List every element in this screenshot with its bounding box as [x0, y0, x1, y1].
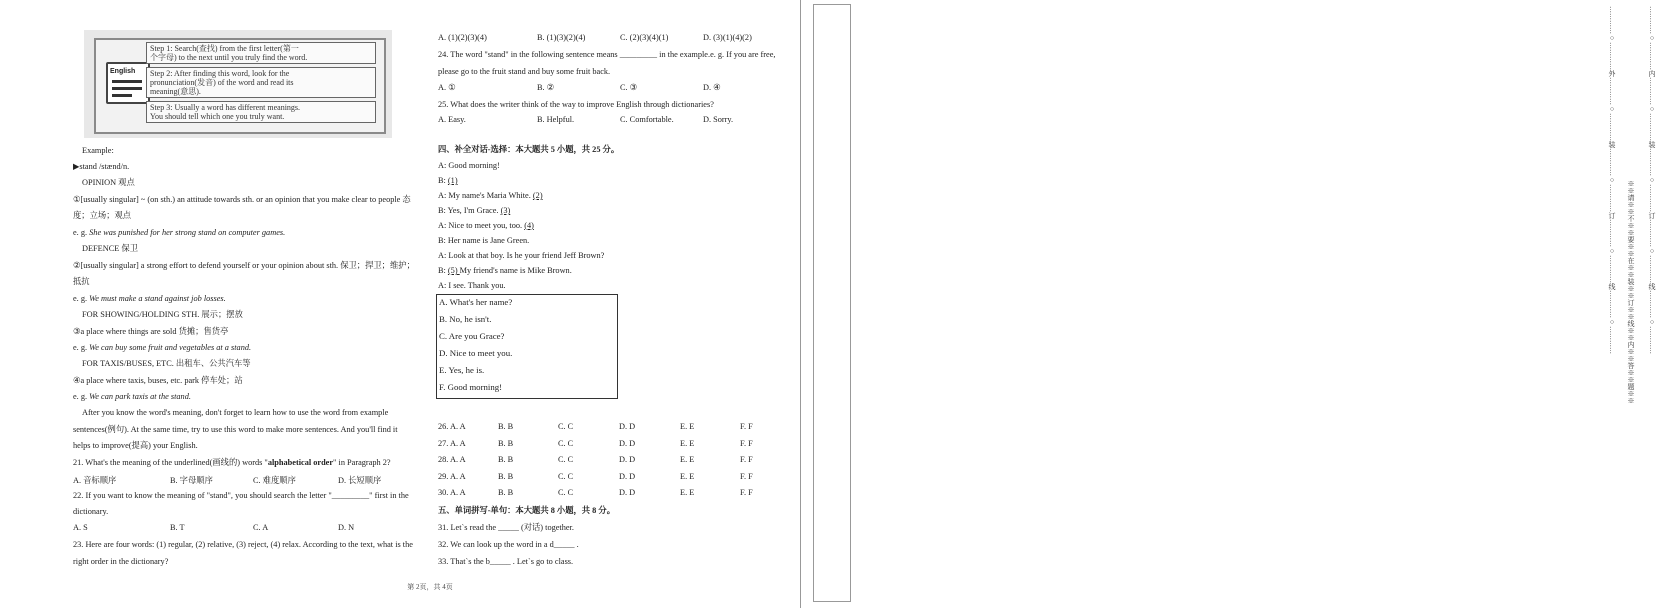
- opinion-heading: OPINION 观点: [82, 178, 135, 187]
- q24-option-d[interactable]: D. ④: [703, 83, 721, 92]
- step-1-line: Step 1: Search(查找) from the first letter(第一: [150, 44, 299, 53]
- paragraph-line: helps to improve(提高) your English.: [73, 441, 198, 450]
- q25-option-d[interactable]: D. Sorry.: [703, 115, 734, 124]
- headword: ▶stand /stænd/n.: [73, 162, 130, 171]
- book-line: [112, 80, 142, 83]
- dialogue-line: [438, 205, 510, 216]
- question-33: 33. That`s the b_____ . Let`s go to class.: [438, 557, 574, 566]
- underlined-term: alphabetical order: [267, 458, 334, 467]
- q21-option-c[interactable]: C. 难度顺序: [253, 476, 296, 485]
- question-text: " in Paragraph 2?: [333, 458, 391, 467]
- dialogue-text: My friend's name is Mike Brown.: [459, 266, 572, 275]
- q25-option-b[interactable]: B. Helpful.: [537, 115, 575, 124]
- showing-heading: FOR SHOWING/HOLDING STH. 展示；摆放: [82, 310, 243, 319]
- box-option-a: A. What's her name?: [439, 297, 513, 307]
- q23-option-b[interactable]: B. (1)(3)(2)(4): [537, 33, 586, 42]
- q23-option-c[interactable]: C. (2)(3)(4)(1): [620, 33, 669, 42]
- answer-choice[interactable]: F. F: [740, 472, 753, 481]
- example-prefix: e. g.: [73, 228, 90, 237]
- example-4: [73, 391, 191, 402]
- dialogue-text: B: Yes, I'm Grace.: [438, 206, 501, 215]
- section-4-heading: 四、补全对话-选择：本大题共 5 小题，共 25 分。: [438, 145, 620, 154]
- answer-choice[interactable]: B. B: [498, 455, 514, 464]
- blank-4[interactable]: (4): [524, 221, 534, 230]
- example-1: [73, 227, 285, 238]
- q21-option-b[interactable]: B. 字母顺序: [170, 476, 213, 485]
- dialogue-line: [438, 220, 534, 231]
- answer-choice[interactable]: F. F: [740, 439, 753, 448]
- example-sentence: She was punished for her strong stand on computer games.: [89, 228, 286, 237]
- question-24: 24. The word "stand" in the following sentence means _________ in the example.e. g. If you are free,: [438, 50, 776, 59]
- page-footer: 第 2页，共 4页: [407, 583, 453, 591]
- q24-option-a[interactable]: A. ①: [438, 83, 456, 92]
- dialogue-line: [438, 265, 572, 276]
- definition-1: ①[usually singular] ~ (on sth.) an attitude towards sth. or an opinion that you make clear to people 态: [73, 195, 411, 204]
- answer-choice[interactable]: F. F: [740, 455, 753, 464]
- question-21: [73, 457, 391, 468]
- box-option-f: F. Good morning!: [439, 382, 503, 392]
- book-icon: [106, 62, 150, 104]
- speaker: B:: [438, 266, 448, 275]
- outer-binding-line: …………○…………外…………○…………装…………○…………订…………○…………线…………○…………: [1608, 6, 1616, 354]
- answer-choice[interactable]: E. E: [680, 472, 695, 481]
- answer-choice[interactable]: 29. A. A: [438, 472, 466, 481]
- book-line: [112, 94, 132, 97]
- steps: [146, 42, 376, 126]
- answer-choice[interactable]: C. C: [558, 439, 574, 448]
- question-23-cont: right order in the dictionary?: [73, 557, 169, 566]
- answer-choice[interactable]: D. D: [619, 455, 636, 464]
- answer-choice[interactable]: E. E: [680, 488, 695, 497]
- definition-1-cont: 度；立场；观点: [73, 211, 132, 220]
- binding-warning: ※※请※※不※※要※※在※※装※※订※※线※※内※※答※※题※※: [1627, 180, 1635, 404]
- answer-choice[interactable]: C. C: [558, 455, 574, 464]
- step-1-line: 个字母) to the next until you truly find the word.: [150, 53, 308, 62]
- blank-3[interactable]: (3): [500, 206, 511, 215]
- q23-option-d[interactable]: D. (3)(1)(4)(2): [703, 33, 752, 42]
- step-3: [146, 101, 376, 123]
- step-2-line: Step 2: After finding this word, look for the: [150, 69, 290, 78]
- question-32: 32. We can look up the word in a d_____ .: [438, 540, 579, 549]
- dialogue-line: B: Her name is Jane Green.: [438, 236, 530, 245]
- answer-choice[interactable]: E. E: [680, 422, 695, 431]
- binding-strip: [800, 0, 1656, 608]
- example-prefix: e. g.: [73, 392, 90, 401]
- q22-option-d[interactable]: D. N: [338, 523, 355, 532]
- answer-choice[interactable]: C. C: [558, 422, 574, 431]
- q24-option-c[interactable]: C. ③: [620, 83, 638, 92]
- q25-option-c[interactable]: C. Comfortable.: [620, 115, 674, 124]
- answer-choice[interactable]: E. E: [680, 455, 695, 464]
- dialogue-line: A: Good morning!: [438, 161, 500, 170]
- definition-3: ③a place where things are sold 货摊；售货亭: [73, 327, 229, 336]
- answer-choice[interactable]: B. B: [498, 422, 514, 431]
- question-25: 25. What does the writer think of the way to improve English through dictionaries?: [438, 100, 714, 109]
- dialogue-line: [438, 190, 543, 201]
- dialogue-options-box: [436, 294, 618, 399]
- example-3: [73, 342, 251, 353]
- paragraph-line: sentences(例句). At the same time, try to use this word to make more sentences. And you'll find it: [73, 425, 398, 434]
- step-2-line: pronunciation(发音) of the word and read its: [150, 78, 294, 87]
- step-1: [146, 42, 376, 64]
- answer-choice[interactable]: B. B: [498, 472, 514, 481]
- answer-choice[interactable]: F. F: [740, 422, 753, 431]
- answer-choice[interactable]: 30. A. A: [438, 488, 466, 497]
- book-label: English: [110, 68, 136, 75]
- dialogue-text: A: My name's Maria White.: [438, 191, 533, 200]
- example-sentence: We can park taxis at the stand.: [89, 392, 191, 401]
- answer-choice[interactable]: C. C: [558, 488, 574, 497]
- answer-choice[interactable]: D. D: [619, 422, 636, 431]
- box-option-e: E. Yes, he is.: [439, 365, 485, 375]
- question-22: 22. If you want to know the meaning of "stand", you should search the letter "_________" first in the: [73, 491, 409, 500]
- binding-frame: [813, 4, 851, 602]
- q22-option-a[interactable]: A. S: [73, 523, 88, 532]
- answer-choice[interactable]: B. B: [498, 488, 514, 497]
- example-2: [73, 293, 226, 304]
- box-option-b: B. No, he isn't.: [439, 314, 492, 324]
- dialogue-text: A: Nice to meet you, too.: [438, 221, 525, 230]
- q25-option-a[interactable]: A. Easy.: [438, 115, 466, 124]
- answer-choice[interactable]: D. D: [619, 472, 636, 481]
- step-2-line: meaning(意思).: [150, 87, 201, 96]
- q21-option-a[interactable]: A. 音标顺序: [73, 476, 117, 485]
- question-31: 31. Let`s read the _____ (对话) together.: [438, 523, 574, 532]
- q21-option-d[interactable]: D. 长短顺序: [338, 476, 382, 485]
- paragraph-line: After you know the word's meaning, don't forget to learn how to use the word from example: [82, 408, 389, 417]
- answer-choice[interactable]: 26. A. A: [438, 422, 466, 431]
- q22-option-b[interactable]: B. T: [170, 523, 185, 532]
- box-option-d: D. Nice to meet you.: [439, 348, 513, 358]
- answer-choice[interactable]: C. C: [558, 472, 574, 481]
- example-prefix: e. g.: [73, 294, 90, 303]
- step-3-line: You should tell which one you truly want.: [150, 112, 285, 121]
- speaker: B:: [438, 176, 448, 185]
- answer-choice[interactable]: E. E: [680, 439, 695, 448]
- q23-option-a[interactable]: A. (1)(2)(3)(4): [438, 33, 487, 42]
- example-sentence: We can buy some fruit and vegetables at a stand.: [89, 343, 252, 352]
- blank-2[interactable]: (2): [532, 191, 543, 200]
- answer-choice[interactable]: 28. A. A: [438, 455, 466, 464]
- q22-option-c[interactable]: C. A: [253, 523, 269, 532]
- step-2: [146, 67, 376, 98]
- box-option-c: C. Are you Grace?: [439, 331, 505, 341]
- dialogue-line: A: I see. Thank you.: [438, 281, 506, 290]
- dictionary-steps-figure: [84, 30, 392, 138]
- q24-option-b[interactable]: B. ②: [537, 83, 555, 92]
- dialogue-line: A: Look at that boy. Is he your friend Jeff Brown?: [438, 251, 605, 260]
- question-22-cont: dictionary.: [73, 507, 109, 516]
- inner-binding-line: …………○…………内…………○…………装…………○…………订…………○…………线…………○…………: [1648, 6, 1656, 354]
- example-label: Example:: [82, 146, 114, 155]
- definition-2: ②[usually singular] a strong effort to defend yourself or your opinion about sth. 保卫；捍卫；维护；: [73, 261, 415, 270]
- answer-choice[interactable]: D. D: [619, 439, 636, 448]
- example-sentence: We must make a stand against job losses.: [89, 294, 226, 303]
- dialogue-line: [438, 175, 458, 186]
- question-23: 23. Here are four words: (1) regular, (2) relative, (3) reject, (4) relax. According to the text, what is the: [73, 540, 413, 549]
- definition-4: ④a place where taxis, buses, etc. park 停车处；站: [73, 376, 243, 385]
- book-line: [112, 87, 142, 90]
- answer-choice[interactable]: D. D: [619, 488, 636, 497]
- blank-1[interactable]: (1): [447, 176, 458, 185]
- answer-choice[interactable]: 27. A. A: [438, 439, 466, 448]
- taxis-heading: FOR TAXIS/BUSES, ETC. 出租车、公共汽车等: [82, 359, 251, 368]
- section-5-heading: 五、单词拼写-单句：本大题共 8 小题，共 8 分。: [438, 506, 615, 515]
- question-24-cont: please go to the fruit stand and buy some fruit back.: [438, 67, 611, 76]
- answer-choice[interactable]: B. B: [498, 439, 514, 448]
- example-prefix: e. g.: [73, 343, 90, 352]
- step-3-line: Step 3: Usually a word has different meanings.: [150, 103, 301, 112]
- definition-2-cont: 抵抗: [73, 277, 90, 286]
- defence-heading: DEFENCE 保卫: [82, 244, 139, 253]
- answer-choice[interactable]: F. F: [740, 488, 753, 497]
- question-text: 21. What's the meaning of the underlined(画线的) words ": [73, 458, 268, 467]
- blank-5[interactable]: (5): [447, 266, 460, 275]
